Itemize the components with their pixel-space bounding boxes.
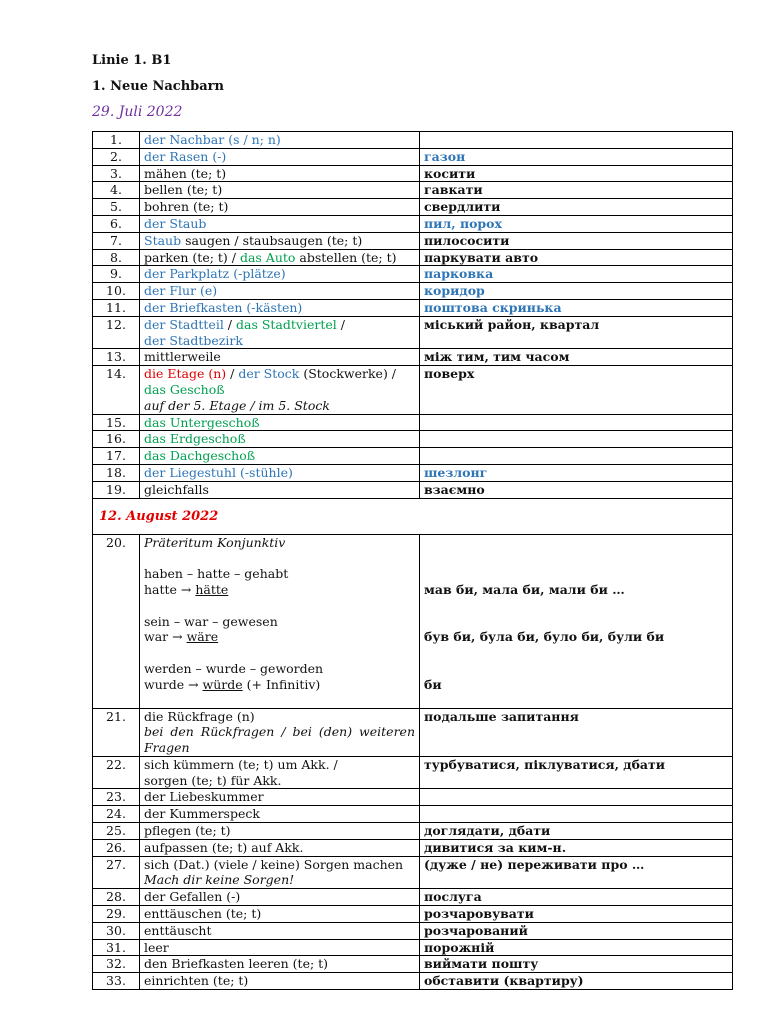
german-term: bellen (te; t) xyxy=(140,182,420,199)
row-number: 13. xyxy=(93,349,140,366)
verb-forms: haben – hatte – gehabt xyxy=(144,566,289,582)
table-row xyxy=(93,132,733,149)
row-number: 19. xyxy=(93,481,140,498)
row-number: 31. xyxy=(93,939,140,956)
german-term: bohren (te; t) xyxy=(140,199,420,216)
german-term xyxy=(140,708,420,756)
german-term: aufpassen (te; t) auf Akk. xyxy=(140,839,420,856)
translation: взаємно xyxy=(420,481,733,498)
row-number: 3. xyxy=(93,165,140,182)
row-number: 29. xyxy=(93,906,140,923)
row-number: 24. xyxy=(93,806,140,823)
term-part: saugen / staubsaugen (te; t) xyxy=(181,232,363,248)
row-number: 30. xyxy=(93,922,140,939)
translation: коридор xyxy=(420,283,733,300)
translation: послуга xyxy=(420,889,733,906)
term-part: das Auto xyxy=(239,249,296,265)
table-row xyxy=(93,299,733,316)
german-term: das Erdgeschoß xyxy=(140,431,420,448)
term-part: die Etage (n) xyxy=(144,366,227,382)
konjunktiv-form: würde xyxy=(202,676,243,692)
table-row xyxy=(93,823,733,840)
date-heading: 12. August 2022 xyxy=(93,498,733,534)
german-term: das Dachgeschoß xyxy=(140,448,420,465)
german-term: der Staub xyxy=(140,215,420,232)
translation: поверх xyxy=(420,366,733,414)
german-term xyxy=(140,316,420,349)
table-row xyxy=(93,856,733,889)
german-term xyxy=(140,249,420,266)
row-number: 27. xyxy=(93,856,140,889)
date-heading: 29. Juli 2022 xyxy=(92,104,183,120)
term-part: / xyxy=(226,366,239,382)
translation: гавкати xyxy=(420,182,733,199)
table-row xyxy=(93,431,733,448)
table-row xyxy=(93,789,733,806)
table-row xyxy=(93,148,733,165)
german-term: mähen (te; t) xyxy=(140,165,420,182)
translation: шезлонг xyxy=(420,464,733,481)
vocabulary-table xyxy=(92,131,733,990)
german-term: der Rasen (-) xyxy=(140,148,420,165)
table-row xyxy=(93,448,733,465)
german-term xyxy=(140,366,420,414)
table-row xyxy=(93,266,733,283)
konjunktiv-form: hätte xyxy=(195,581,229,597)
translation: обставити (квартиру) xyxy=(420,973,733,990)
table-row xyxy=(93,232,733,249)
table-row xyxy=(93,973,733,990)
german-term: den Briefkasten leeren (te; t) xyxy=(140,956,420,973)
table-row xyxy=(93,922,733,939)
table-row xyxy=(93,366,733,414)
translation: міський район, квартал xyxy=(420,316,733,349)
table-row xyxy=(93,534,733,708)
table-row xyxy=(93,349,733,366)
table-row xyxy=(93,464,733,481)
table-row xyxy=(93,316,733,349)
german-term: pflegen (te; t) xyxy=(140,823,420,840)
table-row xyxy=(93,708,733,756)
table-row xyxy=(93,414,733,431)
term-part: abstellen (te; t) xyxy=(295,249,397,265)
translation: турбуватися, піклуватися, дбати xyxy=(420,756,733,789)
term-part: die Rückfrage (n) xyxy=(144,708,255,724)
row-number: 20. xyxy=(93,534,140,708)
translation: парковка xyxy=(420,266,733,283)
translation: газон xyxy=(420,148,733,165)
row-number: 8. xyxy=(93,249,140,266)
example-sentence: bei den Rückfragen / bei (den) weiteren Fragen xyxy=(144,724,415,756)
term-part: das Stadtviertel xyxy=(236,316,337,332)
row-number: 9. xyxy=(93,266,140,283)
translation: свердлити xyxy=(420,199,733,216)
row-number: 26. xyxy=(93,839,140,856)
term-part: Staub xyxy=(144,232,182,248)
row-number: 33. xyxy=(93,973,140,990)
german-term: der Flur (e) xyxy=(140,283,420,300)
section-header-row xyxy=(93,498,733,534)
konjunktiv-form: wäre xyxy=(186,629,219,645)
row-number: 25. xyxy=(93,823,140,840)
term-part: sich (Dat.) (viele / keine) Sorgen machen xyxy=(144,856,404,872)
german-term: enttäuscht xyxy=(140,922,420,939)
example-sentence: Mach dir keine Sorgen! xyxy=(144,872,295,888)
translation-line: мав би, мала би, мали би … xyxy=(424,581,625,597)
term-part: der Stock xyxy=(238,366,300,382)
translation xyxy=(420,431,733,448)
table-row xyxy=(93,481,733,498)
german-term: der Liebeskummer xyxy=(140,789,420,806)
row-number: 23. xyxy=(93,789,140,806)
german-term: leer xyxy=(140,939,420,956)
german-term xyxy=(140,756,420,789)
translation: (дуже / не) переживати про … xyxy=(420,856,733,889)
row-number: 32. xyxy=(93,956,140,973)
translation xyxy=(420,806,733,823)
table-row xyxy=(93,182,733,199)
verb-forms: sein – war – gewesen xyxy=(144,613,278,629)
german-term: enttäuschen (te; t) xyxy=(140,906,420,923)
translation-line: би xyxy=(424,676,442,692)
row-number: 5. xyxy=(93,199,140,216)
verb-note: (+ Infinitiv) xyxy=(242,676,321,692)
translation: доглядати, дбати xyxy=(420,823,733,840)
example-sentence: auf der 5. Etage / im 5. Stock xyxy=(144,397,330,413)
german-term: der Nachbar (s / n; n) xyxy=(140,132,420,149)
translation xyxy=(420,132,733,149)
row-number: 7. xyxy=(93,232,140,249)
row-number: 10. xyxy=(93,283,140,300)
translation: поштова скринька xyxy=(420,299,733,316)
translation xyxy=(420,448,733,465)
term-part: der Stadtteil xyxy=(144,316,224,332)
term-part: der Stadtbezirk xyxy=(144,332,243,348)
translation xyxy=(420,789,733,806)
translation: розчаровувати xyxy=(420,906,733,923)
table-row xyxy=(93,249,733,266)
term-part: / xyxy=(336,316,345,332)
verb-arrow: hatte → xyxy=(144,581,196,597)
row-number: 18. xyxy=(93,464,140,481)
german-term: der Liegestuhl (-stühle) xyxy=(140,464,420,481)
translation: порожній xyxy=(420,939,733,956)
lesson-title: 1. Neue Nachbarn xyxy=(92,79,224,94)
translation: пилососити xyxy=(420,232,733,249)
german-term xyxy=(140,856,420,889)
german-term: der Kummerspeck xyxy=(140,806,420,823)
term-part: parken (te; t) / xyxy=(144,249,240,265)
row-number: 21. xyxy=(93,708,140,756)
german-term: das Untergeschoß xyxy=(140,414,420,431)
translation: розчарований xyxy=(420,922,733,939)
german-term: der Briefkasten (-kästen) xyxy=(140,299,420,316)
translation xyxy=(420,414,733,431)
row-number: 28. xyxy=(93,889,140,906)
translation: паркувати авто xyxy=(420,249,733,266)
row-number: 2. xyxy=(93,148,140,165)
verb-forms: werden – wurde – geworden xyxy=(144,660,324,676)
table-row xyxy=(93,806,733,823)
translation xyxy=(420,534,733,708)
verb-arrow: wurde → xyxy=(144,676,203,692)
german-term xyxy=(140,534,420,708)
term-part: (Stockwerke) / xyxy=(299,366,397,382)
row-number: 6. xyxy=(93,215,140,232)
verb-arrow: war → xyxy=(144,629,187,645)
table-row xyxy=(93,906,733,923)
german-term: der Parkplatz (-plätze) xyxy=(140,266,420,283)
translation: між тим, тим часом xyxy=(420,349,733,366)
row-number: 16. xyxy=(93,431,140,448)
term-part: / xyxy=(223,316,236,332)
row-number: 22. xyxy=(93,756,140,789)
grammar-title: Präteritum Konjunktiv xyxy=(144,534,286,550)
german-term: mittlerweile xyxy=(140,349,420,366)
german-term: der Gefallen (-) xyxy=(140,889,420,906)
german-term: einrichten (te; t) xyxy=(140,973,420,990)
table-row xyxy=(93,839,733,856)
translation: виймати пошту xyxy=(420,956,733,973)
translation: косити xyxy=(420,165,733,182)
german-term xyxy=(140,232,420,249)
term-part: sorgen (te; t) für Akk. xyxy=(144,772,282,788)
table-row xyxy=(93,199,733,216)
row-number: 12. xyxy=(93,316,140,349)
table-row xyxy=(93,939,733,956)
row-number: 4. xyxy=(93,182,140,199)
table-row xyxy=(93,889,733,906)
table-row xyxy=(93,165,733,182)
german-term: gleichfalls xyxy=(140,481,420,498)
doc-title: Linie 1. B1 xyxy=(92,53,172,68)
translation: пил, порох xyxy=(420,215,733,232)
row-number: 11. xyxy=(93,299,140,316)
term-part: das Geschoß xyxy=(144,381,225,397)
row-number: 14. xyxy=(93,366,140,414)
translation: дивитися за ким-н. xyxy=(420,839,733,856)
translation: подальше запитання xyxy=(420,708,733,756)
translation-line: був би, була би, було би, були би xyxy=(424,629,665,645)
table-row xyxy=(93,215,733,232)
table-row xyxy=(93,756,733,789)
table-row xyxy=(93,283,733,300)
table-row xyxy=(93,956,733,973)
term-part: sich kümmern (te; t) um Akk. / xyxy=(144,756,338,772)
row-number: 1. xyxy=(93,132,140,149)
row-number: 15. xyxy=(93,414,140,431)
row-number: 17. xyxy=(93,448,140,465)
